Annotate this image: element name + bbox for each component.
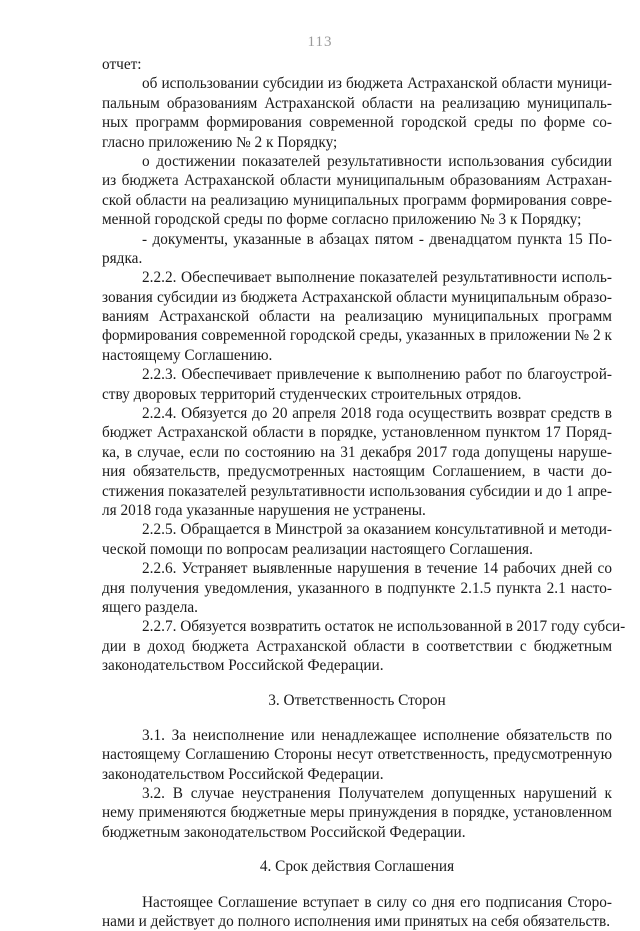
section-4-heading: 4. Срок действия Соглашения bbox=[259, 858, 455, 876]
text-line: пальным образованиям Астраханской области на реализацию муниципаль- bbox=[102, 94, 612, 112]
text-line: менной городской среды по форме согласно приложению № 3 к Порядку; bbox=[102, 211, 582, 229]
text-line: об использовании субсидии из бюджета Астраханской области муници- bbox=[142, 75, 612, 93]
text-line: ческой помощи по вопросам реализации настоящего Соглашения. bbox=[102, 540, 533, 558]
clause-3-2: 3.2. В случае неустранения Получателем допущенных нарушений к bbox=[142, 785, 612, 803]
text-line: ваниям Астраханской области на реализацию муниципальных программ bbox=[102, 308, 612, 326]
clause-2-2-4: 2.2.4. Обязуется до 20 апреля 2018 года осуществить возврат средств в bbox=[142, 405, 612, 423]
text-line: ству дворовых территорий студенческих строительных отрядов. bbox=[102, 385, 522, 403]
text-line: ля 2018 года указанные нарушения не устранены. bbox=[102, 501, 426, 519]
page-number: 113 bbox=[307, 34, 333, 50]
text-line: из бюджета Астраханской области муниципальным образованиям Астрахан- bbox=[102, 172, 612, 190]
text-line: ния обязательств, предусмотренных настоящим Соглашением, в части до- bbox=[102, 463, 612, 481]
text-line: ка, в случае, если по состоянию на 31 декабря 2017 года допущены наруше- bbox=[102, 443, 612, 461]
text-line: нами и действует до полного исполнения ими принятых на себя обязательств. bbox=[102, 913, 611, 931]
clause-3-1: 3.1. За неисполнение или ненадлежащее исполнение обязательств по bbox=[142, 726, 612, 744]
clause-2-2-6: 2.2.6. Устраняет выявленные нарушения в течение 14 рабочих дней со bbox=[142, 560, 612, 578]
text-line: гласно приложению № 2 к Порядку; bbox=[102, 133, 338, 151]
text-line: ных программ формирования современной городской среды по форме со- bbox=[102, 114, 612, 132]
text-line: дии в доход бюджета Астраханской области в соответствии с бюджетным bbox=[102, 637, 612, 655]
text-line: рядка. bbox=[102, 249, 143, 267]
text-line: бюджетным законодательством Российской Федерации. bbox=[102, 823, 466, 841]
text-line: зования субсидии из бюджета Астраханской области муниципальным образо- bbox=[102, 288, 612, 306]
clause-2-2-2: 2.2.2. Обеспечивает выполнение показателей результативности исполь- bbox=[142, 269, 612, 287]
clause-2-2-7: 2.2.7. Обязуется возвратить остаток не использованной в 2017 году субси- bbox=[142, 618, 626, 636]
text-line: настоящему Соглашению Стороны несут ответственность, предусмотренную bbox=[102, 746, 612, 764]
section-4-text: Настоящее Соглашение вступает в силу со дня его подписания Сторо- bbox=[142, 893, 612, 911]
report-label: отчет: bbox=[102, 56, 142, 73]
clause-2-2-5: 2.2.5. Обращается в Минстрой за оказанием консультативной и методи- bbox=[142, 521, 612, 539]
text-line: ской области на реализацию муниципальных программ формирования совре- bbox=[102, 191, 612, 209]
clause-2-2-3: 2.2.3. Обеспечивает привлечение к выполнению работ по благоустрой- bbox=[142, 366, 612, 384]
text-line: нему применяются бюджетные меры принуждения в порядке, установленном bbox=[102, 804, 612, 822]
text-line: дня получения уведомления, указанного в подпункте 2.1.5 пункта 2.1 насто- bbox=[102, 579, 612, 597]
section-3-heading: 3. Ответственность Сторон bbox=[268, 691, 446, 709]
text-line: законодательством Российской Федерации. bbox=[102, 765, 384, 783]
text-line: настоящему Соглашению. bbox=[102, 346, 273, 364]
text-line: законодательством Российской Федерации. bbox=[102, 657, 384, 675]
text-line: формирования современной городской среды, указанных в приложении № 2 к bbox=[102, 327, 612, 345]
document-body bbox=[102, 55, 626, 931]
text-line: бюджет Астраханской области в порядке, установленном пунктом 17 Поряд- bbox=[102, 424, 612, 442]
text-line: - документы, указанные в абзацах пятом - двенадцатом пункта 15 По- bbox=[142, 230, 612, 248]
text-line: ящего раздела. bbox=[102, 598, 198, 616]
text-line: стижения показателей результативности использования субсидии и до 1 апре- bbox=[102, 482, 612, 500]
text-line: о достижении показателей результативности использования субсидии bbox=[142, 152, 612, 170]
